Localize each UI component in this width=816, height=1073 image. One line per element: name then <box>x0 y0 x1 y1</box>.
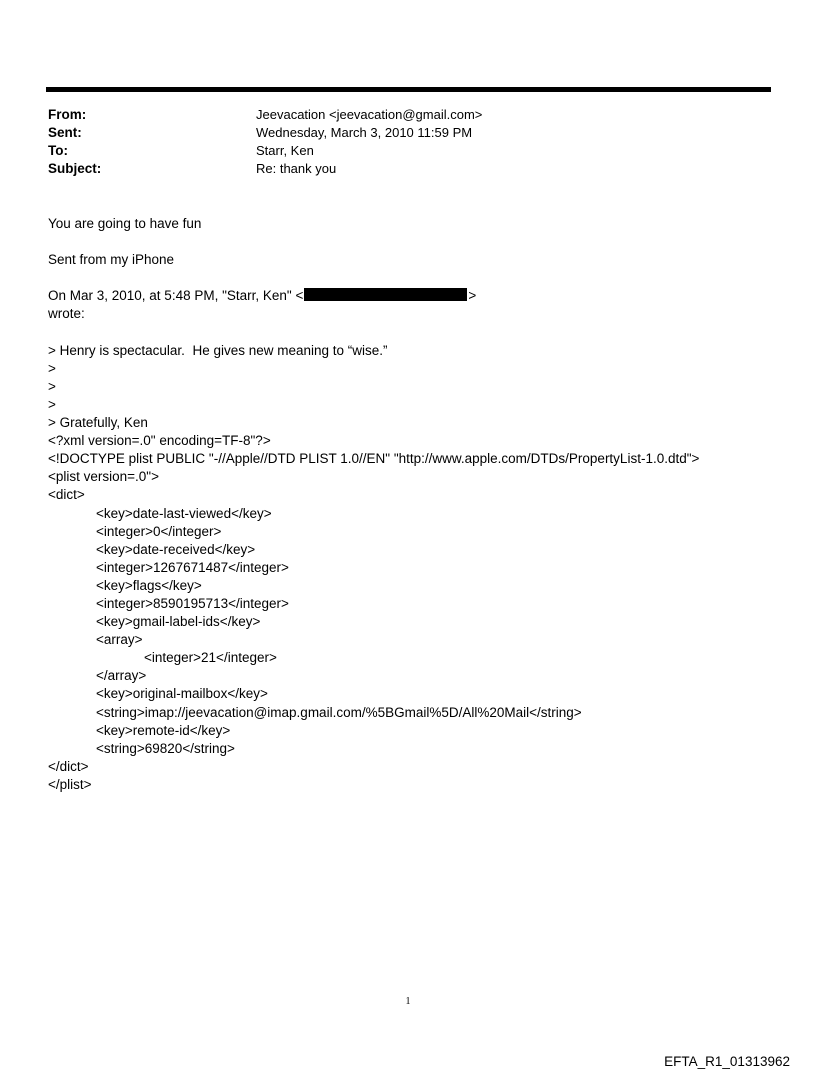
xml-line: <integer>0</integer> <box>96 523 222 539</box>
xml-line: <key>original-mailbox</key> <box>96 686 268 702</box>
subject-label: Subject: <box>48 161 102 176</box>
xml-line: <key>remote-id</key> <box>96 722 231 738</box>
header-divider <box>46 87 771 92</box>
xml-line: <key>date-received</key> <box>96 541 256 557</box>
xml-line: <plist version=.0"> <box>48 469 159 485</box>
xml-line: <integer>8590195713</integer> <box>96 595 289 611</box>
signature-line: Sent from my iPhone <box>48 252 175 268</box>
quoted-line: > <box>48 360 56 376</box>
sent-value: Wednesday, March 3, 2010 11:59 PM <box>256 125 473 140</box>
redaction-block <box>304 288 467 301</box>
from-row <box>48 106 482 124</box>
from-label: From: <box>48 107 87 122</box>
xml-line: <dict> <box>48 487 85 503</box>
xml-line: <!DOCTYPE plist PUBLIC "-//Apple//DTD PLIST 1.0//EN" "http://www.apple.com/DTDs/PropertyList-1.0.dtd"> <box>48 451 700 467</box>
email-body <box>48 215 778 794</box>
xml-line: <integer>1267671487</integer> <box>96 559 289 575</box>
xml-line: <key>date-last-viewed</key> <box>96 505 272 521</box>
quote-intro-post: > <box>468 288 477 304</box>
xml-line: <key>flags</key> <box>96 577 202 593</box>
xml-line: <string>69820</string> <box>96 740 235 756</box>
quoted-line: > <box>48 378 56 394</box>
subject-value: Re: thank you <box>256 161 337 176</box>
to-row <box>48 142 482 160</box>
quote-intro-pre: On Mar 3, 2010, at 5:48 PM, "Starr, Ken" < <box>48 288 304 304</box>
email-header <box>48 106 482 178</box>
quoted-line: > Gratefully, Ken <box>48 415 148 431</box>
quoted-line: > Henry is spectacular. He gives new meaning to “wise.” <box>48 342 388 358</box>
quote-intro <box>48 287 778 305</box>
xml-line: <?xml version=.0" encoding=TF-8"?> <box>48 433 271 449</box>
subject-row <box>48 160 482 178</box>
xml-line: </dict> <box>48 758 89 774</box>
quote-wrote: wrote: <box>48 306 85 322</box>
xml-line: <key>gmail-label-ids</key> <box>96 614 261 630</box>
to-value: Starr, Ken <box>256 143 314 158</box>
page-number: 1 <box>405 996 411 1007</box>
body-line: You are going to have fun <box>48 216 202 231</box>
xml-line: </array> <box>96 668 147 684</box>
bates-number: EFTA_R1_01313962 <box>664 1054 790 1069</box>
xml-line: <string>imap://jeevacation@imap.gmail.com/%5BGmail%5D/All%20Mail</string> <box>96 704 582 720</box>
quoted-line: > <box>48 396 56 412</box>
xml-line: </plist> <box>48 776 92 792</box>
xml-line: <integer>21</integer> <box>144 650 277 666</box>
from-value: Jeevacation <jeevacation@gmail.com> <box>256 107 483 122</box>
to-label: To: <box>48 143 68 158</box>
xml-line: <array> <box>96 632 143 648</box>
sent-label: Sent: <box>48 125 82 140</box>
sent-row <box>48 124 482 142</box>
